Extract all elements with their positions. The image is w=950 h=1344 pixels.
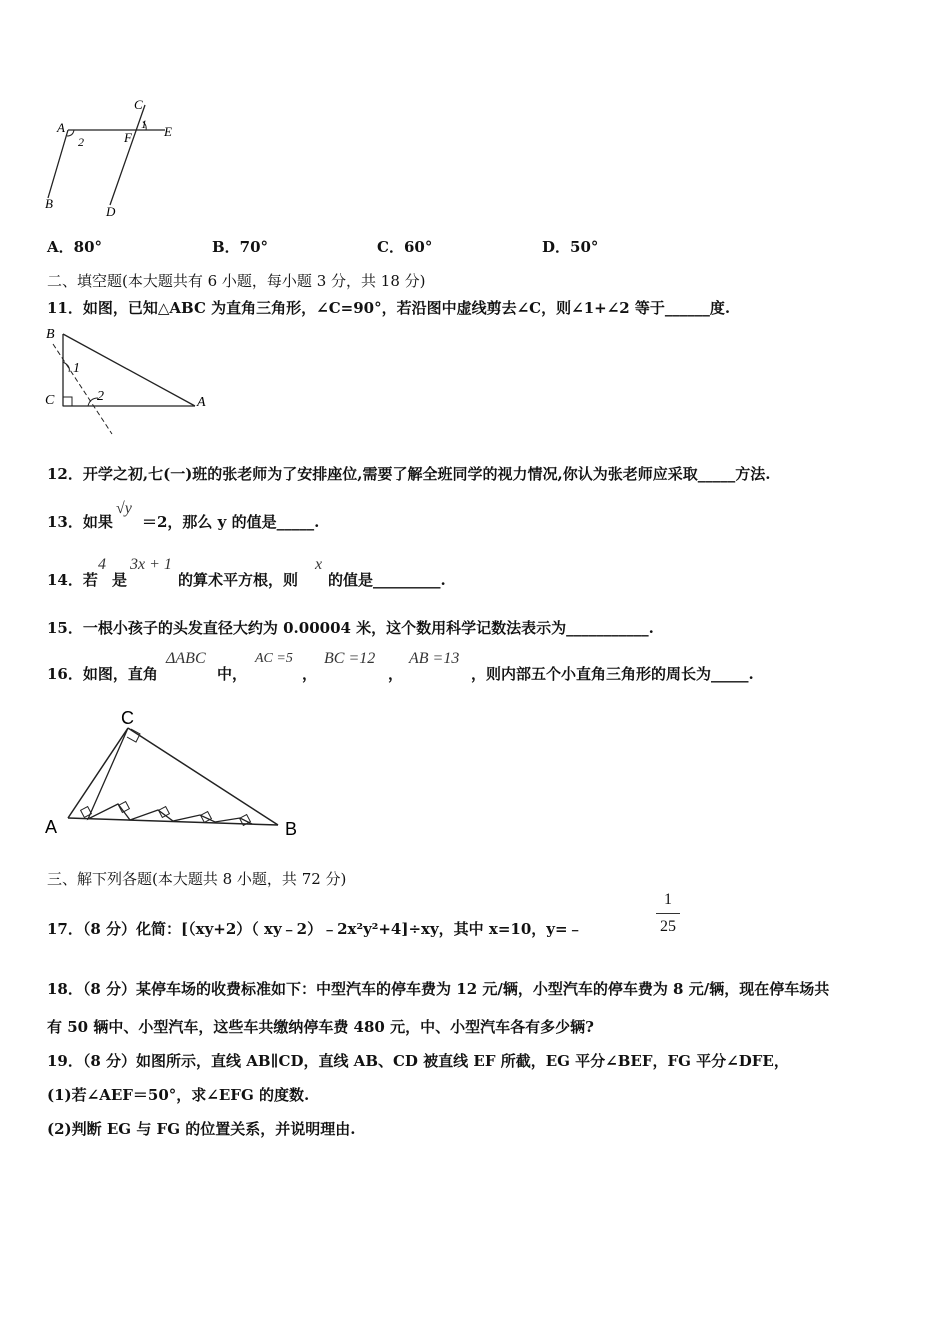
- question-14-suffix: 的值是_________.: [328, 571, 446, 589]
- fig10-label-c: C: [134, 97, 143, 112]
- question-14-mid2: 的算术平方根，则: [178, 571, 299, 589]
- option-b: B．70°: [212, 238, 269, 256]
- question-14-formula-c: x: [315, 556, 323, 573]
- question-14-prefix: 14．若: [47, 571, 98, 589]
- figure-right-triangle-cut: [40, 322, 220, 440]
- fig10-label-d: D: [106, 204, 116, 219]
- question-11: 11．如图，已知△ABC 为直角三角形，∠C=90°，若沿图中虚线剪去∠C，则∠1+∠2 等于______度.: [47, 299, 731, 317]
- fig11-label-a: A: [197, 395, 206, 410]
- question-16-formula-bc: BC =12: [324, 650, 376, 667]
- question-18-line1: 18．（8 分）某停车场的收费标准如下：中型汽车的停车费为 12 元/辆，小型汽车的停车费为 8 元/辆，现在停车场共: [47, 980, 830, 998]
- question-19-part2: (2)判断 EG 与 FG 的位置关系，并说明理由.: [47, 1120, 356, 1138]
- question-17: 17．（8 分）化简：[（xy+2）（ xy﹣2）﹣2x²y²+4]÷xy，其中 x=10，y=﹣: [47, 920, 583, 938]
- question-16-formula-ac: AC =5: [255, 651, 293, 666]
- option-a: A．80°: [47, 238, 103, 256]
- fig10-label-two: 2: [78, 135, 84, 149]
- fig11-label-two: 2: [97, 389, 104, 404]
- fig11-label-one: 1: [73, 361, 80, 376]
- question-13-formula: √y: [116, 500, 132, 517]
- fig10-label-f: F: [124, 130, 132, 145]
- question-18-line2: 有 50 辆中、小型汽车，这些车共缴纳停车费 480 元，中、小型汽车各有多少辆?: [47, 1018, 594, 1036]
- question-17-fraction-numerator: 1: [664, 891, 672, 908]
- question-16-suffix: ，则内部五个小直角三角形的周长为_____.: [471, 665, 754, 683]
- question-16-formula-triangle: ΔABC: [166, 650, 206, 667]
- question-13-suffix: ＝2，那么 y 的值是_____.: [142, 513, 320, 531]
- fig16-label-c: C: [121, 708, 134, 728]
- question-16-comma1: ，: [302, 665, 318, 683]
- question-16-formula-ab: AB =13: [409, 650, 460, 667]
- figure-right-triangle-staircase: [40, 700, 320, 845]
- option-d: D．50°: [542, 238, 599, 256]
- fig10-label-e: E: [164, 124, 172, 139]
- fig10-label-b: B: [45, 196, 53, 211]
- question-12: 12．开学之初,七(一)班的张老师为了安排座位,需要了解全班同学的视力情况,你认为张老师应采取_____方法.: [47, 465, 771, 483]
- question-19-part1: (1)若∠AEF＝50°，求∠EFG 的度数.: [47, 1086, 310, 1104]
- question-16-mid1: 中，: [217, 665, 248, 683]
- question-19-line1: 19．（8 分）如图所示，直线 AB∥CD，直线 AB、CD 被直线 EF 所截，EG 平分∠BEF，FG 平分∠DFE，: [47, 1052, 789, 1070]
- question-17-fraction-bar: [656, 913, 680, 914]
- question-14-formula-a: 4: [98, 556, 106, 573]
- fig10-label-one: 1: [141, 117, 147, 131]
- option-c: C．60°: [377, 238, 433, 256]
- section-3-title: 三、解下列各题(本大题共 8 小题，共 72 分): [47, 870, 347, 888]
- question-14-mid1: 是: [112, 571, 128, 589]
- fig11-label-b: B: [46, 327, 55, 342]
- question-15: 15．一根小孩子的头发直径大约为 0.00004 米，这个数用科学记数法表示为___________.: [47, 619, 654, 637]
- figure-parallel-lines: [40, 95, 190, 225]
- fig11-label-c: C: [45, 393, 55, 408]
- question-13-prefix: 13．如果: [47, 513, 113, 531]
- fig16-label-b: B: [285, 819, 298, 839]
- fig16-label-a: A: [45, 817, 58, 837]
- section-2-title: 二、填空题(本大题共有 6 小题，每小题 3 分，共 18 分): [47, 272, 426, 290]
- question-17-fraction-denominator: 25: [660, 918, 676, 935]
- fig10-label-a: A: [57, 120, 65, 135]
- question-16-comma2: ，: [388, 665, 404, 683]
- question-16-prefix: 16．如图，直角: [47, 665, 158, 683]
- question-14-formula-b: 3x + 1: [130, 556, 172, 573]
